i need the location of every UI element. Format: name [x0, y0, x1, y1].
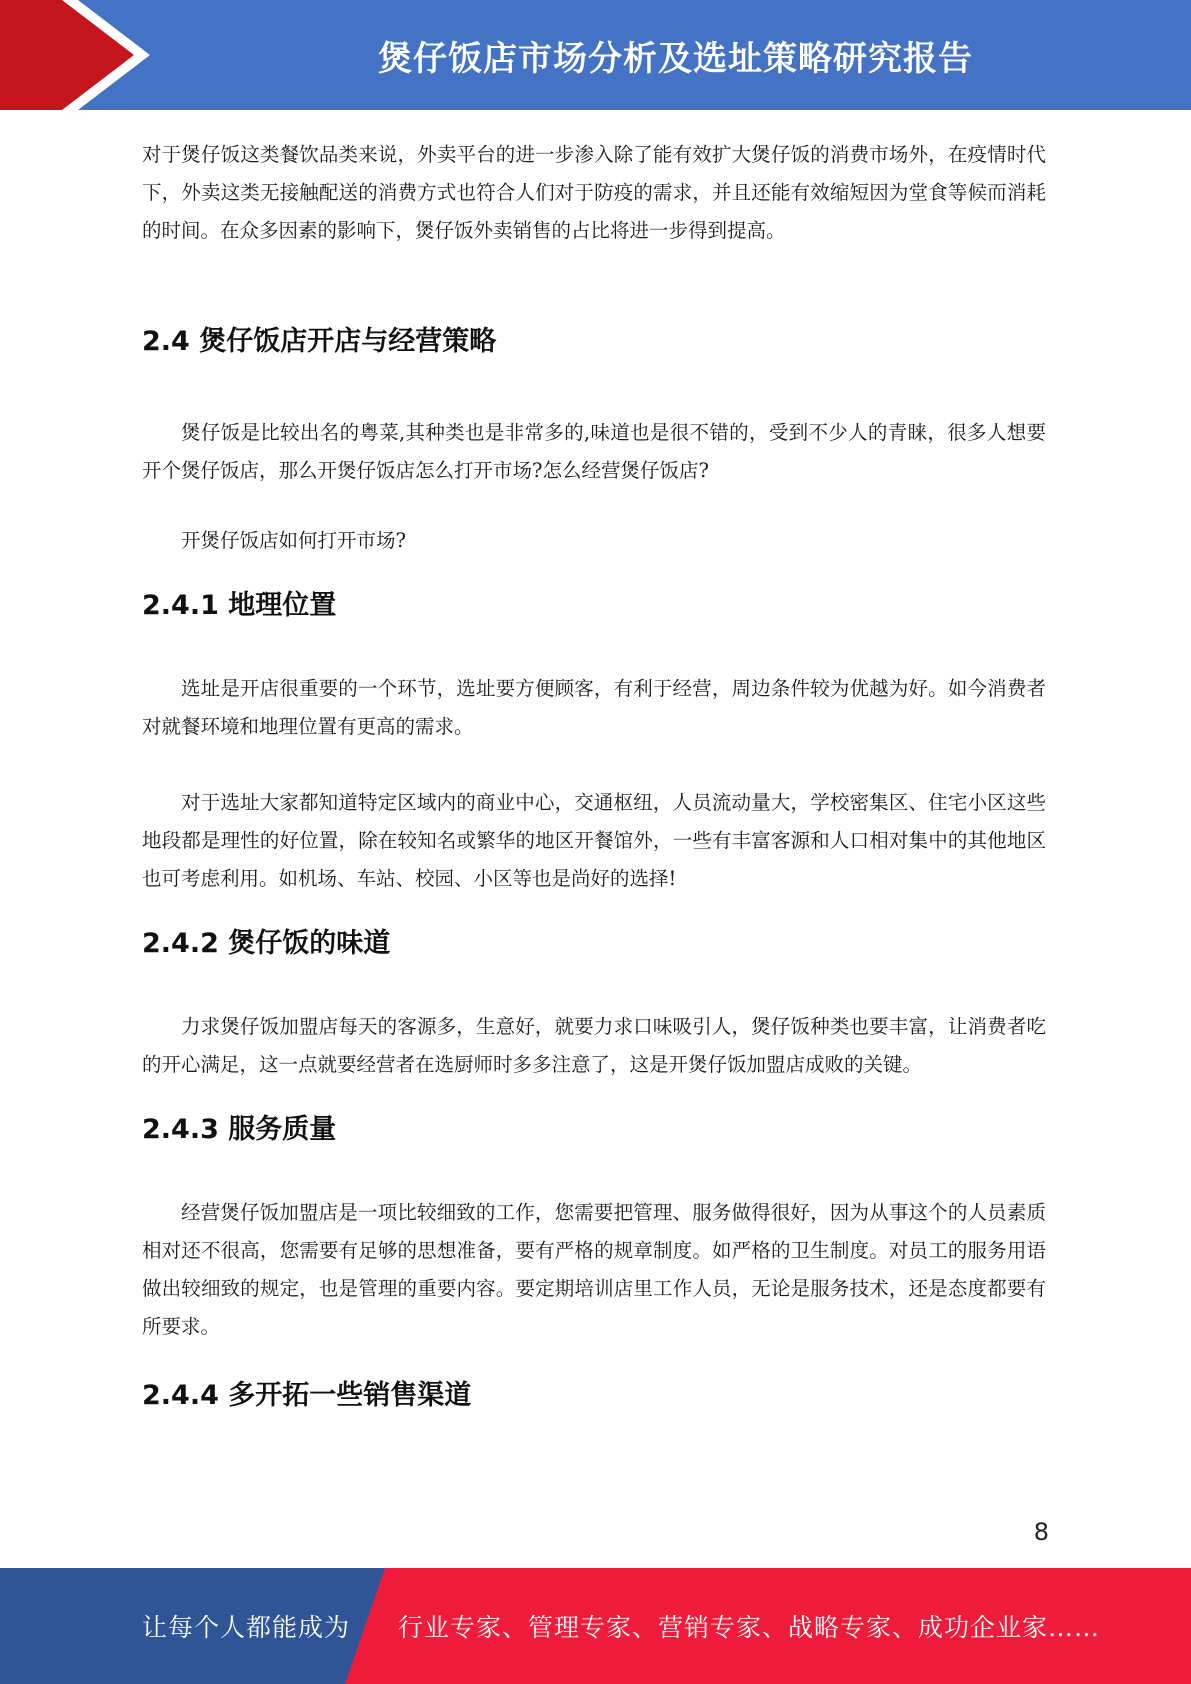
section-2-4-3-paragraph-1: 经营煲仔饭加盟店是一项比较细致的工作，您需要把管理、服务做得很好，因为从事这个的人员素质相对还不很高，您需要有足够的思想准备，要有严格的规章制度。如严格的卫生制度。对员工的服务用语做出较细致的规定，也是管理的重要内容。要定期培训店里工作人员，无论是服务技术，还是态度都要有所要求。: [142, 1201, 1046, 1338]
footer-slogan-left: 让每个人都能成为: [142, 1613, 351, 1642]
page-number: 8: [1033, 1518, 1049, 1546]
section-2-4-1-heading: 2.4.1 地理位置: [142, 590, 337, 621]
section-2-4-1-paragraph-2: 对于选址大家都知道特定区域内的商业中心，交通枢纽，人员流动量大，学校密集区、住宅小区这些地段都是理性的好位置，除在较知名或繁华的地区开餐馆外，一些有丰富客源和人口相对集中的其他地区也可考虑利用。如机场、车站、校园、小区等也是尚好的选择!: [142, 791, 1046, 890]
header-arrow-decoration: [0, 0, 160, 110]
section-2-4-2-heading: 2.4.2 煲仔饭的味道: [142, 928, 391, 959]
section-2-4-paragraph-2: 开煲仔饭店如何打开市场?: [181, 529, 406, 552]
footer-slogan-right: 行业专家、管理专家、营销专家、战略专家、成功企业家……: [398, 1613, 1101, 1642]
page-footer-banner: [0, 1568, 1191, 1684]
document-body: [142, 120, 1046, 1416]
intro-paragraph: 对于煲仔饭这类餐饮品类来说，外卖平台的进一步渗入除了能有效扩大煲仔饭的消费市场外，在疫情时代下，外卖这类无接触配送的消费方式也符合人们对于防疫的需求，并且还能有效缩短因为堂食等候而消耗的时间。在众多因素的影响下，煲仔饭外卖销售的占比将进一步得到提高。: [142, 143, 1046, 242]
section-2-4-paragraph-1: 煲仔饭是比较出名的粤菜,其种类也是非常多的,味道也是很不错的，受到不少人的青睐，很多人想要开个煲仔饭店，那么开煲仔饭店怎么打开市场?怎么经营煲仔饭店?: [142, 421, 1046, 482]
section-2-4-3-heading: 2.4.3 服务质量: [142, 1114, 337, 1145]
section-2-4-1-paragraph-1: 选址是开店很重要的一个环节，选址要方便顾客，有利于经营，周边条件较为优越为好。如今消费者对就餐环境和地理位置有更高的需求。: [142, 677, 1046, 738]
section-2-4-2-paragraph-1: 力求煲仔饭加盟店每天的客源多，生意好，就要力求口味吸引人，煲仔饭种类也要丰富，让消费者吃的开心满足，这一点就要经营者在选厨师时多多注意了，这是开煲仔饭加盟店成败的关键。: [142, 1015, 1046, 1076]
page-header-banner: [0, 0, 1191, 110]
section-2-4-heading: 2.4 煲仔饭店开店与经营策略: [142, 326, 497, 357]
section-2-4-4-heading: 2.4.4 多开拓一些销售渠道: [142, 1380, 472, 1411]
report-title: 煲仔饭店市场分析及选址策略研究报告: [378, 38, 973, 79]
